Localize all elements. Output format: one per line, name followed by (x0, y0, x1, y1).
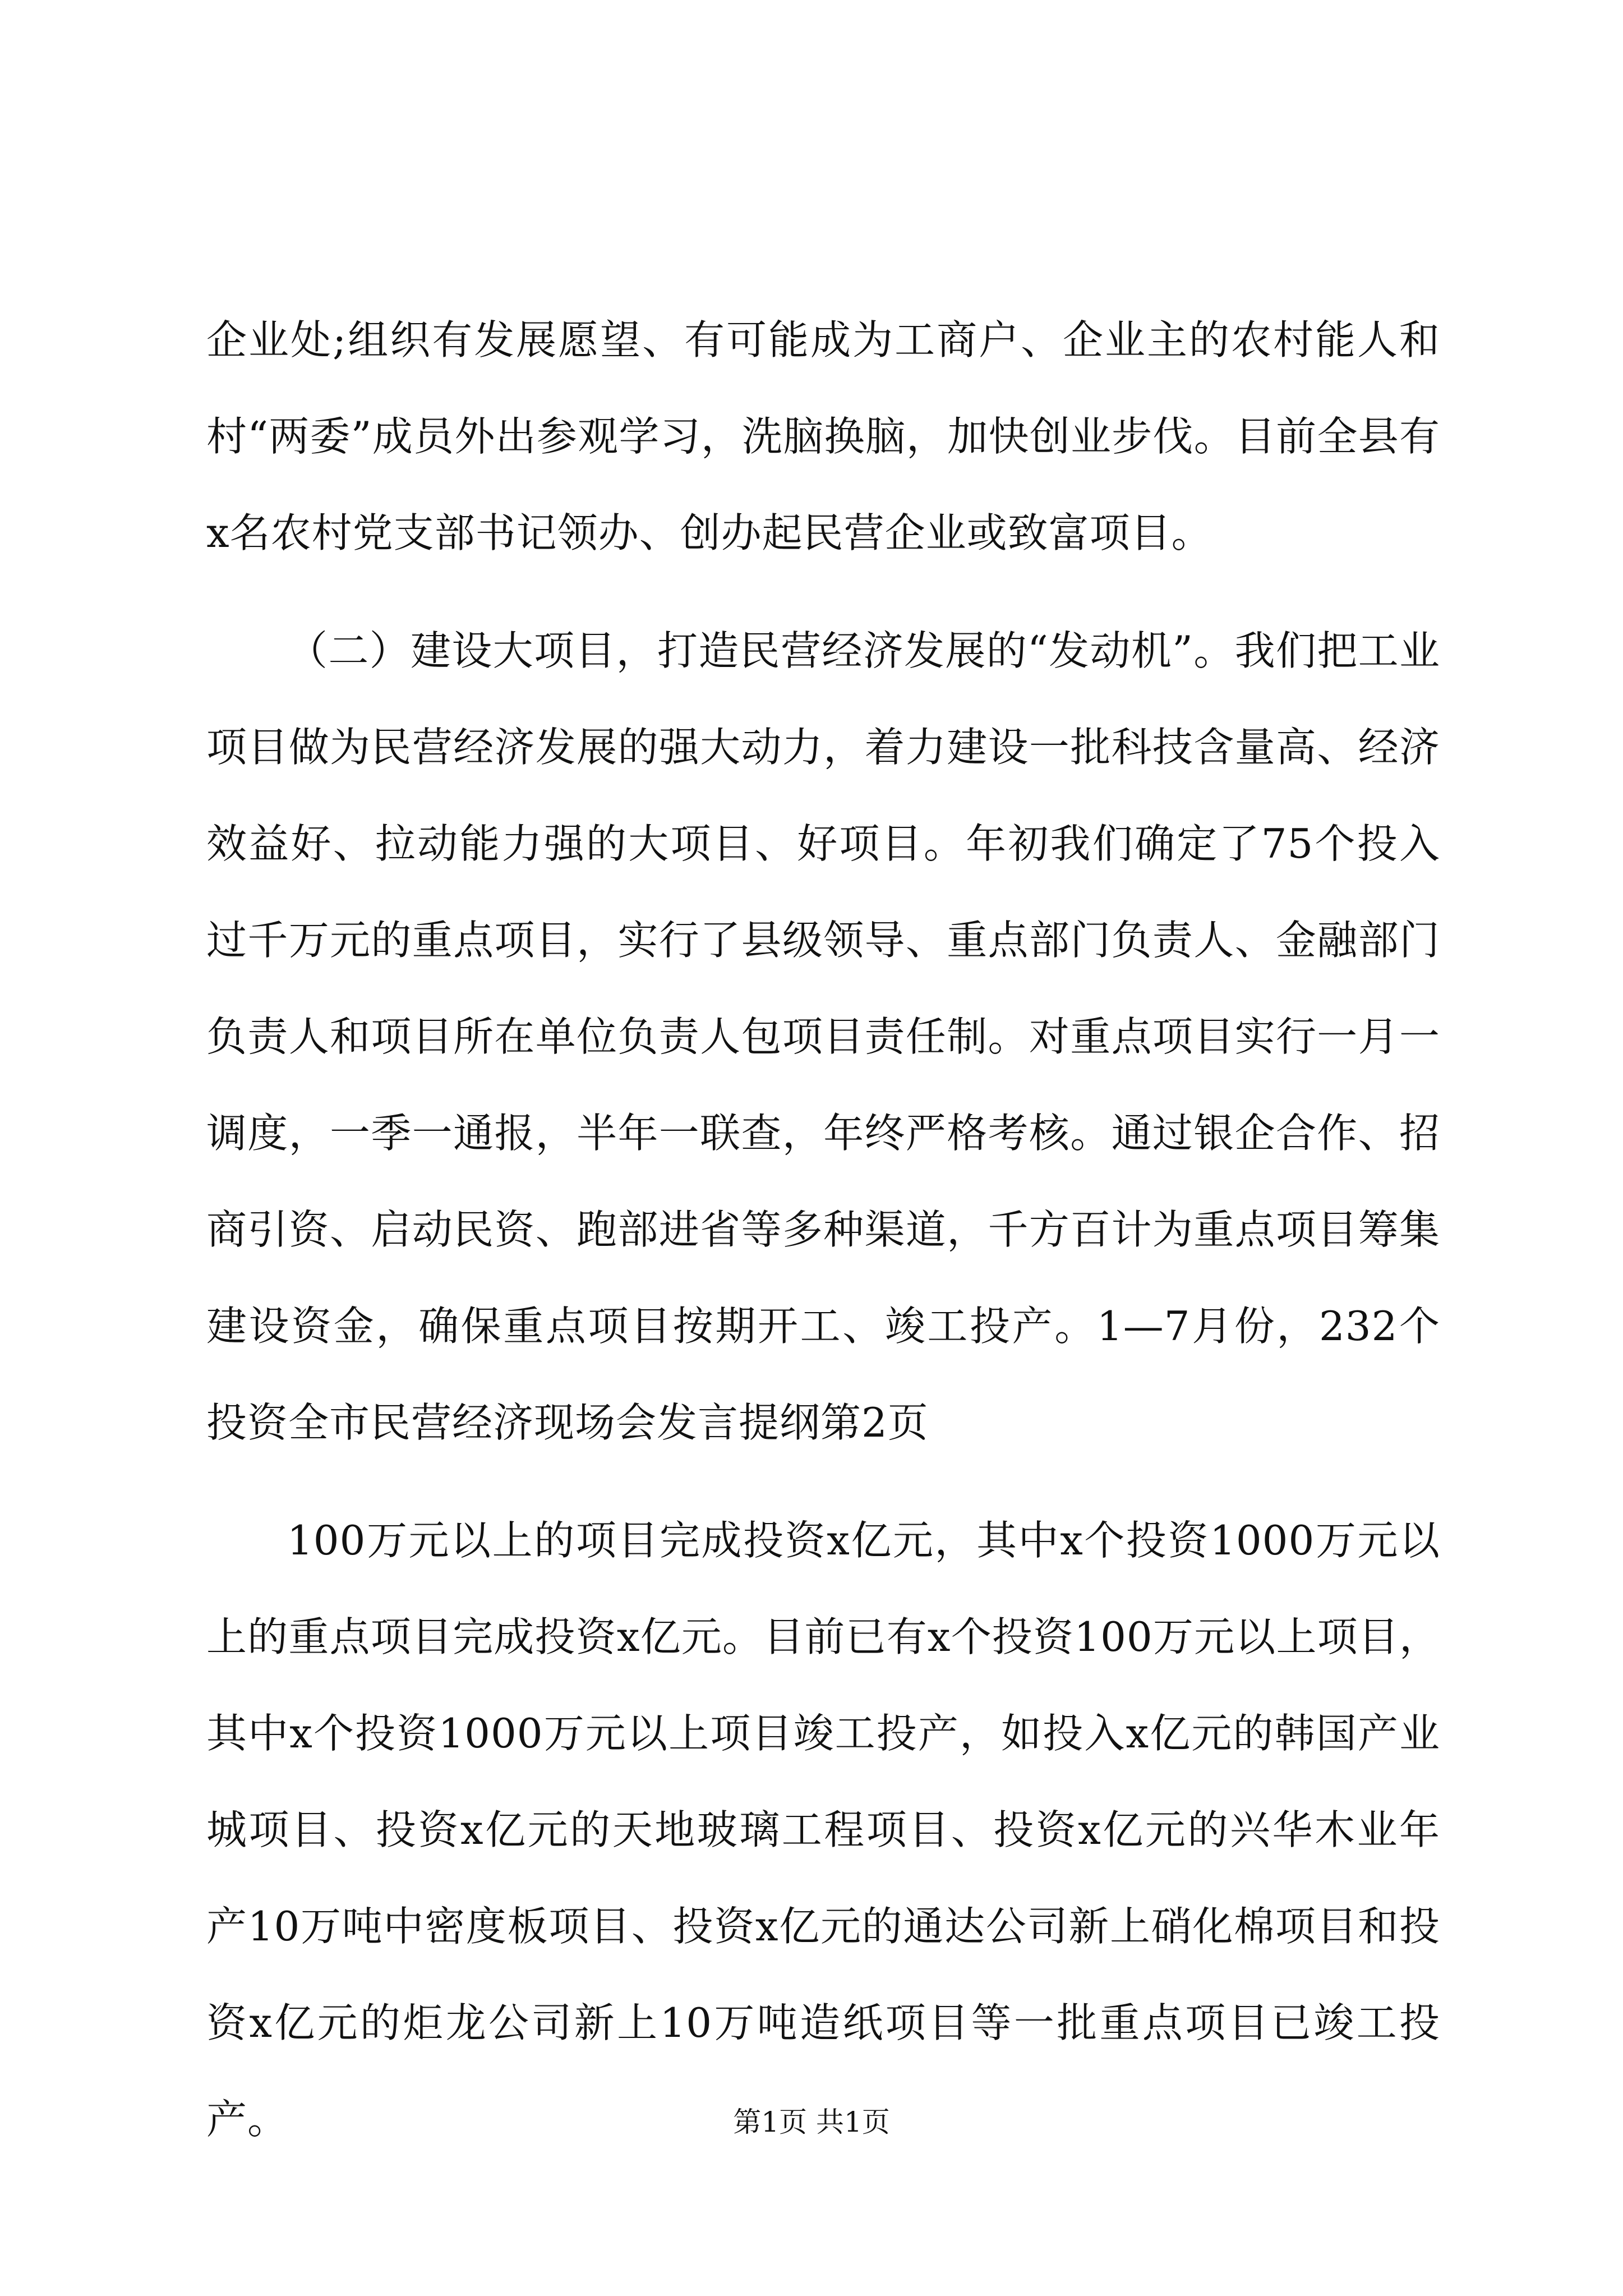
document-body (206, 292, 1440, 2189)
paragraph-1: 企业处;组织有发展愿望、有可能成为工商户、企业主的农村能人和村“两委”成员外出参观学习，洗脑换脑，加快创业步伐。目前全县有x名农村党支部书记领办、创办起民营企业或致富项目。 (206, 316, 1440, 556)
paragraph-3: 100万元以上的项目完成投资x亿元，其中x个投资1000万元以上的重点项目完成投资x亿元。目前已有x个投资100万元以上项目，其中x个投资1000万元以上项目竣工投产，如投入x亿元的韩国产业城项目、投资x亿元的天地玻璃工程项目、投资x亿元的兴华木业年产10万吨中密度板项目、投资x亿元的通达公司新上硝化棉项目和投资x亿元的炬龙公司新上10万吨造纸项目等一批重点项目已竣工投产。 (206, 1517, 1440, 2143)
paragraph-2: （二）建设大项目，打造民营经济发展的“发动机”。我们把工业项目做为民营经济发展的强大动力，着力建设一批科技含量高、经济效益好、拉动能力强的大项目、好项目。年初我们确定了75个投入过千万元的重点项目，实行了县级领导、重点部门负责人、金融部门负责人和项目所在单位负责人包项目责任制。对重点项目实行一月一调度，一季一通报，半年一联查，年终严格考核。通过银企合作、招商引资、启动民资、跑部进省等多种渠道，千方百计为重点项目筹集建设资金，确保重点项目按期开工、竣工投产。1—7月份，232个投资全市民营经济现场会发言提纲第2页 (206, 627, 1440, 1446)
page-footer: 第1页 共1页 (733, 2106, 890, 2138)
